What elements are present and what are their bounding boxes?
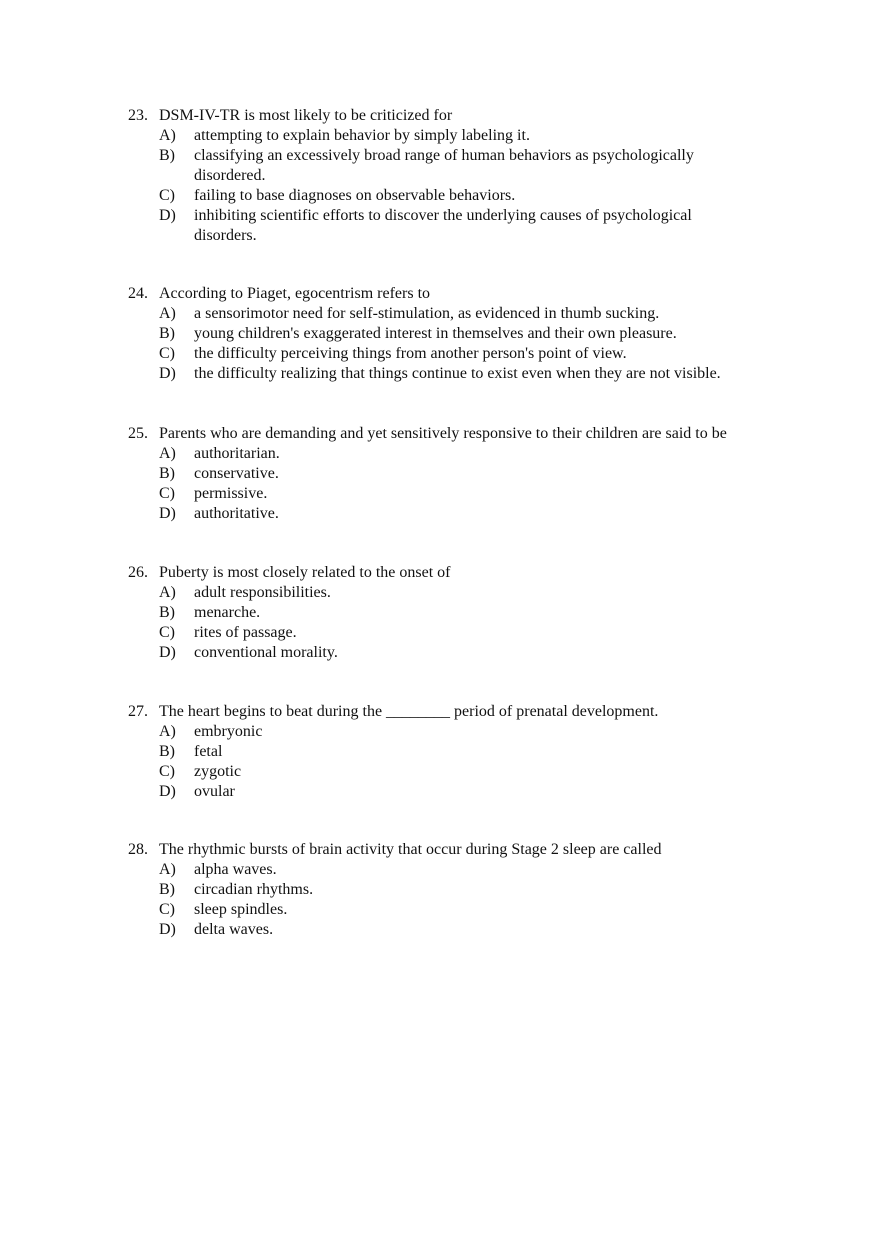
choice-letter: A)	[159, 723, 176, 740]
question-stem	[128, 702, 848, 722]
question-text: Parents who are demanding and yet sensitively responsive to their children are said to be	[159, 425, 727, 442]
question-stem	[128, 106, 848, 126]
choice-c	[159, 900, 848, 920]
choice-b	[159, 742, 848, 762]
choice-text: inhibiting scientific efforts to discover the underlying causes of psychological disorders.	[194, 207, 692, 244]
choice-text: authoritative.	[194, 505, 279, 522]
choice-a	[159, 583, 848, 603]
question-26	[128, 563, 848, 663]
choice-c	[159, 762, 848, 782]
question-27	[128, 702, 848, 802]
choice-letter: C)	[159, 187, 175, 204]
choice-letter: C)	[159, 624, 175, 641]
choice-d	[159, 364, 848, 384]
choice-c	[159, 623, 848, 643]
choice-text: rites of passage.	[194, 624, 297, 641]
choice-d	[159, 504, 848, 524]
question-stem	[128, 563, 848, 583]
choice-c	[159, 484, 848, 504]
choice-letter: B)	[159, 604, 175, 621]
answer-choices	[128, 583, 848, 663]
choice-a	[159, 304, 848, 324]
question-number: 27.	[128, 703, 148, 720]
choice-text: alpha waves.	[194, 861, 277, 878]
question-stem	[128, 840, 848, 860]
answer-choices	[128, 444, 848, 524]
choice-letter: D)	[159, 207, 176, 224]
choice-d	[159, 643, 848, 663]
choice-text: permissive.	[194, 485, 268, 502]
question-text: According to Piaget, egocentrism refers to	[159, 285, 431, 302]
choice-text: the difficulty realizing that things continue to exist even when they are not visible.	[194, 365, 721, 382]
question-stem	[128, 284, 848, 304]
answer-choices	[128, 304, 848, 384]
choice-letter: B)	[159, 743, 175, 760]
choice-c	[159, 344, 848, 364]
choice-d	[159, 782, 848, 802]
choice-text: ovular	[194, 783, 235, 800]
choice-letter: A)	[159, 445, 176, 462]
question-number: 26.	[128, 564, 148, 581]
choice-text: a sensorimotor need for self-stimulation, as evidenced in thumb sucking.	[194, 305, 660, 322]
choice-b	[159, 146, 848, 186]
choice-text: zygotic	[194, 763, 242, 780]
question-text: The heart begins to beat during the ________ period of prenatal development.	[159, 703, 659, 720]
choice-letter: A)	[159, 584, 176, 601]
choice-b	[159, 464, 848, 484]
answer-choices	[128, 722, 848, 802]
choice-text: embryonic	[194, 723, 263, 740]
choice-letter: A)	[159, 127, 176, 144]
choice-text: the difficulty perceiving things from another person's point of view.	[194, 345, 627, 362]
answer-choices	[128, 860, 848, 940]
choice-letter: C)	[159, 485, 175, 502]
question-number: 24.	[128, 285, 148, 302]
question-25	[128, 424, 848, 524]
question-number: 28.	[128, 841, 148, 858]
choice-letter: C)	[159, 901, 175, 918]
choice-text: delta waves.	[194, 921, 274, 938]
choice-letter: D)	[159, 365, 176, 382]
choice-text: circadian rhythms.	[194, 881, 314, 898]
choice-b	[159, 603, 848, 623]
choice-d	[159, 206, 848, 246]
choice-text: conventional morality.	[194, 644, 338, 661]
choice-letter: C)	[159, 763, 175, 780]
choice-letter: D)	[159, 921, 176, 938]
choice-letter: C)	[159, 345, 175, 362]
choice-letter: A)	[159, 861, 176, 878]
choice-text: attempting to explain behavior by simply labeling it.	[194, 127, 530, 144]
choice-letter: D)	[159, 783, 176, 800]
question-number: 23.	[128, 107, 148, 124]
choice-c	[159, 186, 848, 206]
question-28	[128, 840, 848, 940]
choice-a	[159, 126, 848, 146]
question-24	[128, 284, 848, 384]
choice-text: young children's exaggerated interest in themselves and their own pleasure.	[194, 325, 677, 342]
choice-text: sleep spindles.	[194, 901, 288, 918]
choice-a	[159, 444, 848, 464]
answer-choices	[128, 126, 848, 246]
choice-text: adult responsibilities.	[194, 584, 331, 601]
choice-letter: B)	[159, 325, 175, 342]
question-stem	[128, 424, 848, 444]
choice-b	[159, 324, 848, 344]
choice-letter: B)	[159, 881, 175, 898]
choice-text: conservative.	[194, 465, 279, 482]
choice-b	[159, 880, 848, 900]
choice-text: failing to base diagnoses on observable behaviors.	[194, 187, 516, 204]
choice-letter: D)	[159, 505, 176, 522]
question-text: DSM-IV-TR is most likely to be criticized for	[159, 107, 453, 124]
choice-text: authoritarian.	[194, 445, 280, 462]
choice-d	[159, 920, 848, 940]
question-23	[128, 106, 848, 246]
choice-text: classifying an excessively broad range of human behaviors as psychologically disordered.	[194, 147, 694, 184]
choice-letter: D)	[159, 644, 176, 661]
choice-letter: A)	[159, 305, 176, 322]
question-text: Puberty is most closely related to the onset of	[159, 564, 451, 581]
choice-letter: B)	[159, 465, 175, 482]
question-number: 25.	[128, 425, 148, 442]
choice-text: menarche.	[194, 604, 261, 621]
choice-text: fetal	[194, 743, 223, 760]
choice-letter: B)	[159, 147, 175, 164]
question-text: The rhythmic bursts of brain activity that occur during Stage 2 sleep are called	[159, 841, 662, 858]
choice-a	[159, 722, 848, 742]
choice-a	[159, 860, 848, 880]
